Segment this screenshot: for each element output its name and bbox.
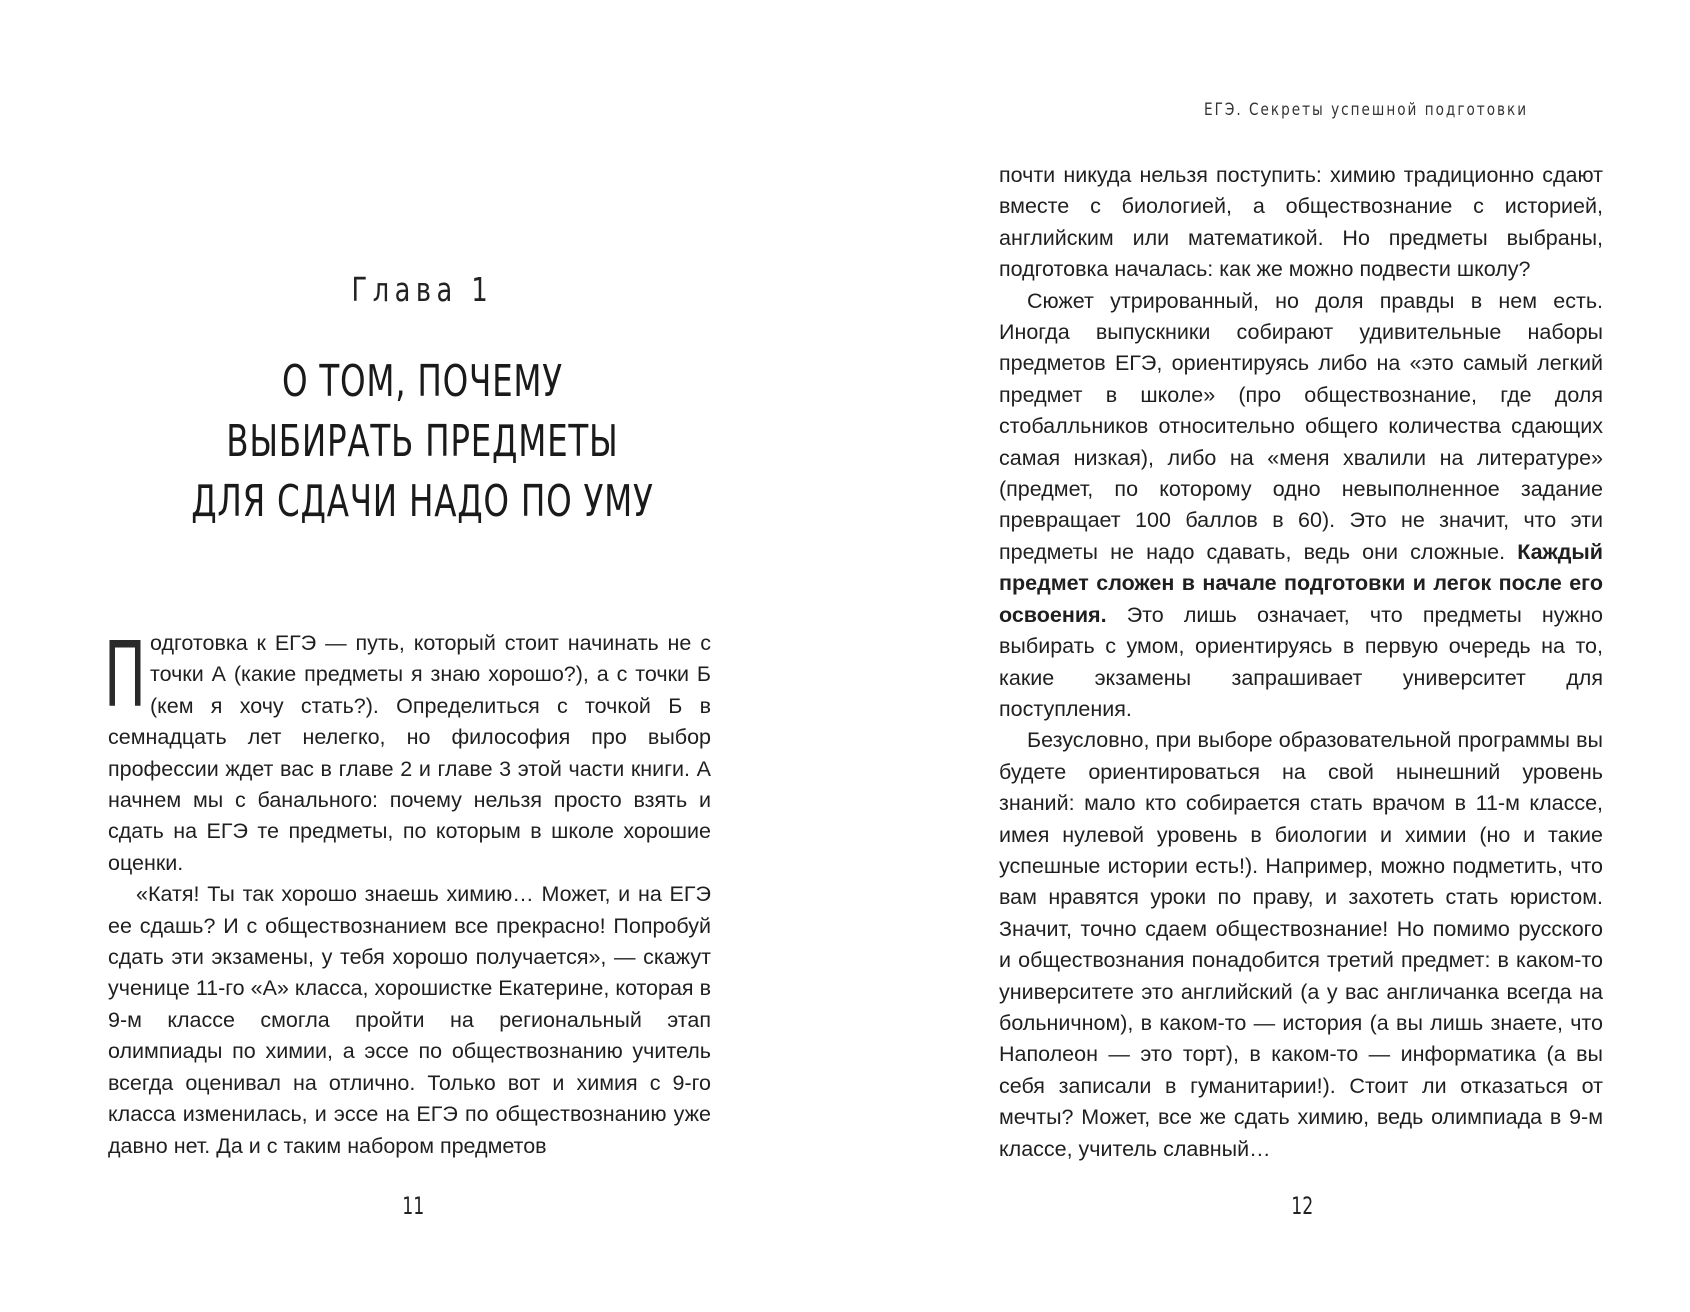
left-body-text xyxy=(104,623,711,1162)
page-number: 11 xyxy=(402,1192,425,1220)
paragraph: «Катя! Ты так хорошо знаешь химию… Может, и на ЕГЭ ее сдашь? И с обществознанием все прекрасно! Попробуй сдать эти экзамены, у тебя хорошо получается», — скажут ученице 11-го «А» класса, хорошистке Екатерине, которая в 9-м классе смогла пройти на региональный этап олимпиады по химии, а эссе по обществознанию учитель всегда оценивал на отлично. Только вот и химия с 9-го класса изменилась, и эссе на ЕГЭ по обществознанию уже давно нет. Да и с таким набором предметов xyxy=(108,882,711,1158)
paragraph: Безусловно, при выборе образовательной программы вы будете ориентироваться на свой нынешний уровень знаний: мало кто собирается стать врачом в 11-м классе, имея нулевой уровень в биологии и химии (но и такие успешные истории есть!). Например, можно подметить, что вам нравятся уроки по праву, и захотеть стать юристом. Значит, точно сдаем обществознание! Но помимо русского и обществознания понадобится третий предмет: в каком-то университете это английский (а у вас англичанка всегда на больничном), в каком-то — история (а вы лишь знаете, что Наполеон — это торт), в каком-то — информатика (а вы себя записали в гуманитарии!). Стоит ли отказаться от мечты? Может, все же сдать химию, ведь олимпиада в 9-м классе, учитель славный… xyxy=(999,728,1603,1161)
paragraph xyxy=(999,286,1603,726)
bold-emphasis: Каждый предмет сложен в начале подготовки и легок после его освоения. xyxy=(999,539,1603,627)
paragraph-text: Сюжет утрированный, но доля правды в нем есть. Иногда выпускники собирают удивительные наборы предметов ЕГЭ, ориентируясь либо на «это самый легкий предмет в школе» (про обществознание, где доля стобалльников относительно общего количества сдающих самая низкая), либо на «меня хвалили на литературе» (предмет, по которому одно невыполненное задание превращает 100 баллов в 60). Это не значит, что эти предметы не надо сдавать, ведь они сложные. xyxy=(999,288,1603,564)
chapter-title-line-2: ВЫБИРАТЬ ПРЕДМЕТЫ xyxy=(226,416,619,467)
right-page xyxy=(845,0,1690,1312)
chapter-title xyxy=(110,352,735,532)
chapter-title-line-1: О ТОМ, ПОЧЕМУ xyxy=(281,356,563,407)
paragraph: почти никуда нельзя поступить: химию традиционно сдают вместе с биологией, а обществознание с историей, английским или математикой. Но предметы выбраны, подготовка началась: как же можно подвести школу? xyxy=(999,163,1603,282)
drop-cap: П xyxy=(104,623,146,728)
chapter-label: Глава 1 xyxy=(351,270,494,309)
paragraph-text: одготовка к ЕГЭ — путь, который стоит начинать не с точки А (какие предметы я знаю хорошо?), а с точки Б (кем я хочу стать?). Определиться с точкой Б в семнадцать лет нелегко, но философия про выбор профессии ждет вас в главе 2 и главе 3 этой части книги. А начнем мы с банального: почему нельзя просто взять и сдать на ЕГЭ те предметы, по которым в школе хорошие оценки. xyxy=(108,631,711,875)
page-number: 12 xyxy=(1291,1192,1314,1220)
paragraph xyxy=(104,623,711,879)
paragraph-text: Это лишь означает, что предметы нужно выбирать с умом, ориентируясь в первую очередь на то, какие экзамены запрашивает университет для поступления. xyxy=(999,602,1603,721)
right-body-text xyxy=(999,160,1603,1165)
chapter-title-line-3: ДЛЯ СДАЧИ НАДО ПО УМУ xyxy=(191,476,654,527)
running-head: ЕГЭ. Секреты успешной подготовки xyxy=(1203,100,1528,120)
